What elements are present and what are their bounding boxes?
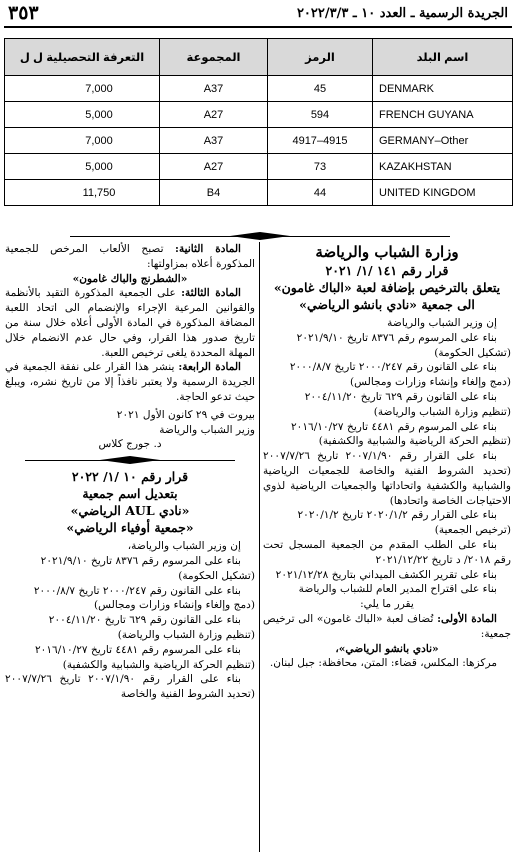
decision-subject-2: الى جمعية «نادي بانشو الرياضي»: [299, 297, 475, 312]
cell-fee: 11,750: [5, 180, 160, 206]
article-text: ينشر هذا القرار على نفقة الجمعية في الجريدة الرسمية ولا يعتبر نافذاً إلا من تاريخ نشره، ويبلغ حيث تدعو الحاجة.: [5, 361, 255, 403]
cell-code: 4915–4917: [268, 128, 373, 154]
table-row: [5, 180, 513, 206]
article-label: المادة الثالثة:: [181, 287, 242, 300]
cell-country: GERMANY–Other: [373, 128, 513, 154]
page-header: [4, 4, 512, 26]
paragraph: بناء على القانون رقم ٦٢٩ تاريخ ٢٠٠٤/١١/٢٠: [304, 390, 497, 403]
cell-country: UNITED KINGDOM: [373, 180, 513, 206]
cell-group: A37: [160, 128, 268, 154]
paragraph: بناء على المرسوم رقم ٨٣٧٦ تاريخ ٢٠٢١/٩/١٠: [296, 331, 497, 344]
decision-number: قرار رقم ١٠ /١/ ٢٠٢٢: [71, 469, 189, 485]
table-row: [5, 128, 513, 154]
paragraph: (تشكيل الحكومة): [178, 569, 255, 582]
section-divider: [5, 452, 255, 468]
cell-country: DENMARK: [373, 76, 513, 102]
association-name: «نادي بانشو الرياضي»،: [335, 642, 439, 655]
article-label: المادة الأولى:: [437, 612, 497, 625]
games-list: «الشطرنج والباك غامون»: [72, 272, 188, 285]
paragraph: بناء على القانون رقم ٢٠٠٠/٢٤٧ تاريخ ٢٠٠٠/٨/٧: [33, 584, 241, 597]
paragraph: (دمج وإلغاء وإنشاء وزارات ومجالس): [349, 376, 511, 389]
cell-fee: 7,000: [5, 76, 160, 102]
cell-group: A27: [160, 102, 268, 128]
table-row: [5, 76, 513, 102]
cell-fee: 7,000: [5, 128, 160, 154]
article-text: تُضاف لعبة «الباك غامون» الى ترخيص جمعية:: [263, 612, 511, 640]
paragraph: (ترخيص الجمعية): [434, 524, 511, 537]
header-rule: [4, 26, 512, 28]
header-group: المجموعة: [160, 39, 268, 76]
ministry-heading: وزارة الشباب والرياضة: [315, 243, 459, 261]
cell-group: A27: [160, 154, 268, 180]
paragraph: (تنظيم وزارة الشباب والرياضة): [373, 405, 511, 418]
paragraph: بناء على القرار رقم ٢٠٠٧/١/٩٠ تاريخ ٢٠٠٧/٧/٢٦ (تحديد الشروط الفنية والخاصة للجمعيات الرياضية والشبابية والكشفية واتحاداتها والجمعيات الرياضية لذوي الاحتياجات الخاصة واتحادها): [263, 450, 511, 507]
paragraph: بناء على القانون رقم ٢٠٠٠/٢٤٧ تاريخ ٢٠٠٠/٨/٧: [289, 361, 497, 374]
article-text: تصبح الألعاب المرخص للجمعية المذكورة أعلاه بمزاولتها:: [5, 243, 255, 270]
paragraph: (دمج وإلغاء وإنشاء وزارات ومجالس): [93, 599, 255, 612]
gazette-title: الجريدة الرسمية ـ العدد ١٠ ـ ٢٠٢٢/٣/٣: [296, 6, 508, 21]
paragraph: إن وزير الشباب والرياضة،: [127, 540, 241, 553]
cell-code: 44: [268, 180, 373, 206]
header-code: الرمز: [268, 39, 373, 76]
paragraph: بناء على القرار رقم ٢٠٠٧/١/٩٠ تاريخ ٢٠٠٧/٧/٢٦ (تحديد الشروط الفنية والخاصة: [5, 673, 255, 701]
paragraph: بناء على القرار رقم ٢٠٢٠/١/٢ تاريخ ٢٠٢٠/١/٢: [297, 509, 497, 522]
cell-code: 73: [268, 154, 373, 180]
cell-fee: 5,000: [5, 154, 160, 180]
cell-fee: 5,000: [5, 102, 160, 128]
paragraph: بناء على القانون رقم ٦٢٩ تاريخ ٢٠٠٤/١١/٢٠: [48, 614, 241, 627]
divider-ornament-left: [100, 456, 130, 464]
decision-subject: بتعديل اسم جمعية: [82, 486, 178, 502]
right-column: [263, 242, 511, 671]
article-label: المادة الرابعة:: [178, 361, 241, 374]
header-fee: التعرفة التحصيلية ل ل: [5, 39, 160, 76]
paragraph: (تنظيم الحركة الرياضية والشبابية والكشفية): [318, 435, 511, 448]
article-text: على الجمعية المذكورة التقيد بالأنظمة والقوانين المرعية الإجراء والإنضمام الى اتحاد اللعبة المضافة المذكورة في المادة الأولى أعلاه خلال سنة من تاريخ صدور هذا القرار، وفي حال عدم الانضمام خلال المهلة المحددة يلغى ترخيص اللعبة.: [5, 287, 255, 359]
paragraph: بناء على تقرير الكشف الميداني بتاريخ ٢٠٢١/١٢/٢٨: [275, 568, 497, 581]
cell-country: FRENCH GUYANA: [373, 102, 513, 128]
new-association-name: «جمعية أوفياء الرياضي»: [66, 520, 194, 536]
paragraph: إن وزير الشباب والرياضة: [387, 317, 497, 329]
signature-name: د. جورج كلاس: [98, 438, 162, 451]
paragraph: بناء على المرسوم رقم ٤٤٨١ تاريخ ٢٠١٦/١٠/٢٧: [34, 643, 241, 656]
cell-group: A37: [160, 76, 268, 102]
tariff-table: [4, 38, 513, 206]
signature-date: بيروت في ٢٩ كانون الأول ٢٠٢١: [116, 408, 255, 421]
article-label: المادة الثانية:: [175, 243, 241, 255]
paragraph: (تنظيم الحركة الرياضية والشبابية والكشفية): [62, 658, 255, 671]
paragraph: يقرر ما يلي:: [360, 598, 414, 611]
cell-country: KAZAKHSTAN: [373, 154, 513, 180]
paragraph: (تنظيم وزارة الشباب والرياضة): [117, 628, 255, 641]
table-row: [5, 102, 513, 128]
divider-ornament-right: [260, 232, 290, 240]
paragraph: بناء على المرسوم رقم ٨٣٧٦ تاريخ ٢٠٢١/٩/١٠: [40, 554, 241, 567]
paragraph: مركزها: المكلس، قضاء: المتن، محافظة: جبل لبنان.: [269, 657, 497, 670]
cell-code: 594: [268, 102, 373, 128]
table-header-row: [5, 39, 513, 76]
table-row: [5, 154, 513, 180]
old-association-name: «نادي AUL الرياضي»: [70, 503, 190, 519]
signature-title: وزير الشباب والرياضة: [159, 423, 255, 436]
column-rule: [259, 242, 260, 852]
paragraph: (تشكيل الحكومة): [434, 346, 511, 359]
paragraph: بناء على الطلب المقدم من الجمعية المسجل تحت رقم ٢٠١٨/ د تاريخ ٢٠٢١/١٢/٢٢: [263, 538, 511, 566]
decision-number: قرار رقم ١٤١ /١/ ٢٠٢١: [325, 263, 449, 278]
divider-ornament-right: [130, 456, 160, 464]
cell-code: 45: [268, 76, 373, 102]
page-number: ٣٥٣: [8, 2, 39, 24]
header-country: اسم البلد: [373, 39, 513, 76]
decision-subject: يتعلق بالترخيص بإضافة لعبة «الباك غامون»: [273, 280, 501, 295]
paragraph: بناء على اقتراح المدير العام للشباب والرياضة: [298, 583, 497, 596]
left-column: [5, 242, 255, 702]
paragraph: بناء على المرسوم رقم ٤٤٨١ تاريخ ٢٠١٦/١٠/٢٧: [290, 420, 497, 433]
cell-group: B4: [160, 180, 268, 206]
divider-ornament-left: [230, 232, 260, 240]
